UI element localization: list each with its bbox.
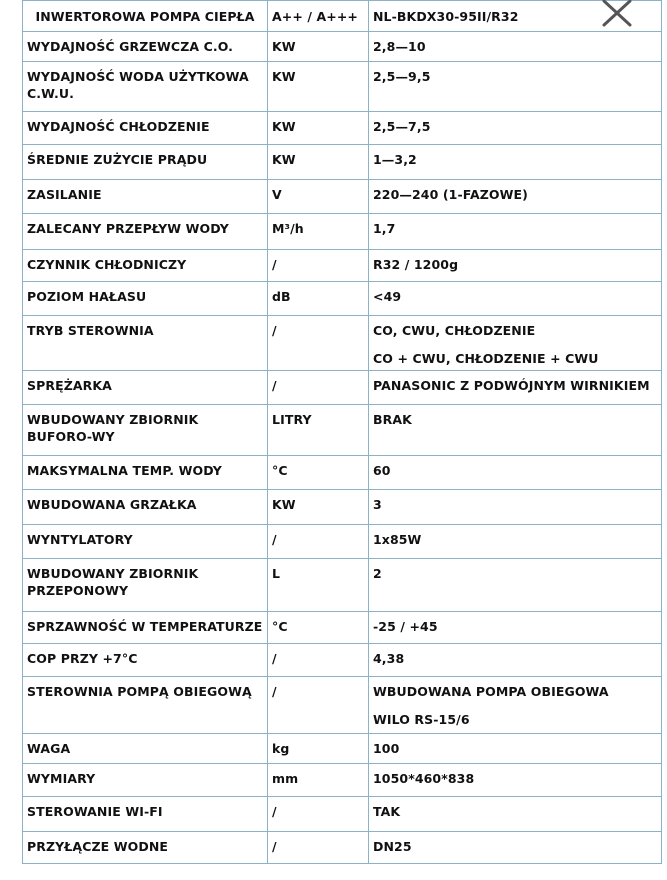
spec-name-cell: WYDAJNOŚĆ WODA UŻYTKOWA C.W.U. xyxy=(23,62,268,112)
spec-unit-cell: / xyxy=(268,677,369,734)
spec-value-cell xyxy=(369,832,662,864)
close-icon[interactable] xyxy=(600,0,634,28)
spec-name-cell: ZALECANY PRZEPŁYW WODY xyxy=(23,214,268,250)
spec-value-line: BRAK xyxy=(373,412,412,427)
spec-value-line: 1x85W xyxy=(373,532,422,547)
table-row xyxy=(23,456,662,490)
spec-value-line: PANASONIC Z PODWÓJNYM WIRNIKIEM xyxy=(373,378,650,393)
spec-name-cell: WYMIARY xyxy=(23,764,268,797)
table-row xyxy=(23,612,662,644)
spec-unit-cell: L xyxy=(268,559,369,612)
spec-value-line: 1,7 xyxy=(373,221,396,236)
spec-value-cell xyxy=(369,612,662,644)
spec-name-cell: WBUDOWANY ZBIORNIK BUFORO-WY xyxy=(23,405,268,456)
spec-value-line: 2,5—7,5 xyxy=(373,119,431,134)
spec-unit-cell: / xyxy=(268,797,369,832)
spec-unit-cell: KW xyxy=(268,490,369,525)
spec-value-line: 2,5—9,5 xyxy=(373,69,431,84)
spec-value-cell xyxy=(369,734,662,764)
spec-value-cell xyxy=(369,371,662,405)
spec-unit-cell: °C xyxy=(268,612,369,644)
spec-name-cell: STEROWNIA POMPĄ OBIEGOWĄ xyxy=(23,677,268,734)
spec-name-cell: WBUDOWANY ZBIORNIK PRZEPONOWY xyxy=(23,559,268,612)
spec-unit-cell: kg xyxy=(268,734,369,764)
spec-value-cell xyxy=(369,490,662,525)
spec-value-cell xyxy=(369,405,662,456)
spec-value-line: R32 / 1200g xyxy=(373,257,459,272)
spec-value-line-2: CO + CWU, CHŁODZENIE + CWU xyxy=(373,351,599,366)
spec-unit-cell: / xyxy=(268,832,369,864)
spec-value-cell xyxy=(369,62,662,112)
spec-name-cell: COP PRZY +7°C xyxy=(23,644,268,677)
spec-unit-cell: KW xyxy=(268,62,369,112)
spec-table-body xyxy=(23,1,662,864)
spec-value-line: 3 xyxy=(373,497,382,512)
spec-value-line: 2 xyxy=(373,566,382,581)
spec-unit-cell: / xyxy=(268,644,369,677)
spec-unit-cell: / xyxy=(268,316,369,371)
spec-name-cell: SPRĘŻARKA xyxy=(23,371,268,405)
spec-value-cell xyxy=(369,644,662,677)
spec-value-line: CO, CWU, CHŁODZENIE xyxy=(373,323,536,338)
spec-unit-cell: KW xyxy=(268,32,369,62)
spec-value-line: 1050*460*838 xyxy=(373,771,475,786)
spec-name-cell: STEROWANIE WI-FI xyxy=(23,797,268,832)
spec-value-line: 100 xyxy=(373,741,400,756)
table-row xyxy=(23,764,662,797)
spec-name-cell: POZIOM HAŁASU xyxy=(23,282,268,316)
spec-unit-cell: / xyxy=(268,250,369,282)
spec-value-line: WBUDOWANA POMPA OBIEGOWA xyxy=(373,684,609,699)
table-row xyxy=(23,180,662,214)
table-row xyxy=(23,250,662,282)
table-row xyxy=(23,145,662,180)
table-row xyxy=(23,316,662,371)
spec-name-cell: ŚREDNIE ZUŻYCIE PRĄDU xyxy=(23,145,268,180)
table-row xyxy=(23,405,662,456)
spec-value-cell xyxy=(369,764,662,797)
spec-name-cell: WAGA xyxy=(23,734,268,764)
spec-value-line-2: WILO RS-15/6 xyxy=(373,712,470,727)
spec-name-cell: WYNTYLATORY xyxy=(23,525,268,559)
table-row xyxy=(23,644,662,677)
table-row xyxy=(23,525,662,559)
header-product-type: INWERTOROWA POMPA CIEPŁA xyxy=(23,1,268,32)
spec-value-cell xyxy=(369,214,662,250)
spec-unit-cell: / xyxy=(268,371,369,405)
spec-value-line: 4,38 xyxy=(373,651,405,666)
spec-value-cell xyxy=(369,525,662,559)
spec-unit-cell: °C xyxy=(268,456,369,490)
spec-value-cell xyxy=(369,145,662,180)
spec-name-cell: ZASILANIE xyxy=(23,180,268,214)
table-row xyxy=(23,559,662,612)
spec-value-cell xyxy=(369,797,662,832)
spec-value-line: TAK xyxy=(373,804,401,819)
table-row xyxy=(23,371,662,405)
spec-name-cell: TRYB STEROWNIA xyxy=(23,316,268,371)
spec-unit-cell: V xyxy=(268,180,369,214)
spec-value-cell xyxy=(369,316,662,371)
table-row xyxy=(23,214,662,250)
spec-value-line: 60 xyxy=(373,463,391,478)
spec-value-line: 2,8—10 xyxy=(373,39,426,54)
spec-value-cell xyxy=(369,677,662,734)
spec-name-cell: MAKSYMALNA TEMP. WODY xyxy=(23,456,268,490)
table-row xyxy=(23,734,662,764)
table-row xyxy=(23,677,662,734)
table-row xyxy=(23,32,662,62)
spec-name-cell: SPRZAWNOŚĆ W TEMPERATURZE xyxy=(23,612,268,644)
header-model: NL-BKDX30-95II/R32 xyxy=(369,1,662,32)
table-row xyxy=(23,112,662,145)
spec-name-cell: WBUDOWANA GRZAŁKA xyxy=(23,490,268,525)
spec-value-cell xyxy=(369,112,662,145)
spec-unit-cell: LITRY xyxy=(268,405,369,456)
spec-value-line: 220—240 (1-FAZOWE) xyxy=(373,187,528,202)
spec-name-cell: WYDAJNOŚĆ GRZEWCZA C.O. xyxy=(23,32,268,62)
spec-unit-cell: M³/h xyxy=(268,214,369,250)
spec-unit-cell: dB xyxy=(268,282,369,316)
spec-value-line: 1—3,2 xyxy=(373,152,417,167)
table-header-row xyxy=(23,1,662,32)
spec-value-cell xyxy=(369,456,662,490)
header-energy-class: A++ / A+++ xyxy=(268,1,369,32)
spec-unit-cell: KW xyxy=(268,112,369,145)
spec-value-cell xyxy=(369,32,662,62)
table-row xyxy=(23,832,662,864)
spec-unit-cell: KW xyxy=(268,145,369,180)
spec-value-cell xyxy=(369,250,662,282)
spec-value-line: DN25 xyxy=(373,839,412,854)
spec-name-cell: WYDAJNOŚĆ CHŁODZENIE xyxy=(23,112,268,145)
spec-table xyxy=(22,0,662,864)
spec-name-cell: CZYNNIK CHŁODNICZY xyxy=(23,250,268,282)
table-row xyxy=(23,282,662,316)
spec-unit-cell: mm xyxy=(268,764,369,797)
spec-value-cell xyxy=(369,282,662,316)
spec-unit-cell: / xyxy=(268,525,369,559)
table-row xyxy=(23,490,662,525)
spec-value-cell xyxy=(369,180,662,214)
spec-value-line: -25 / +45 xyxy=(373,619,438,634)
spec-value-cell xyxy=(369,559,662,612)
table-row xyxy=(23,797,662,832)
spec-name-cell: PRZYŁĄCZE WODNE xyxy=(23,832,268,864)
spec-value-line: <49 xyxy=(373,289,402,304)
table-row xyxy=(23,62,662,112)
